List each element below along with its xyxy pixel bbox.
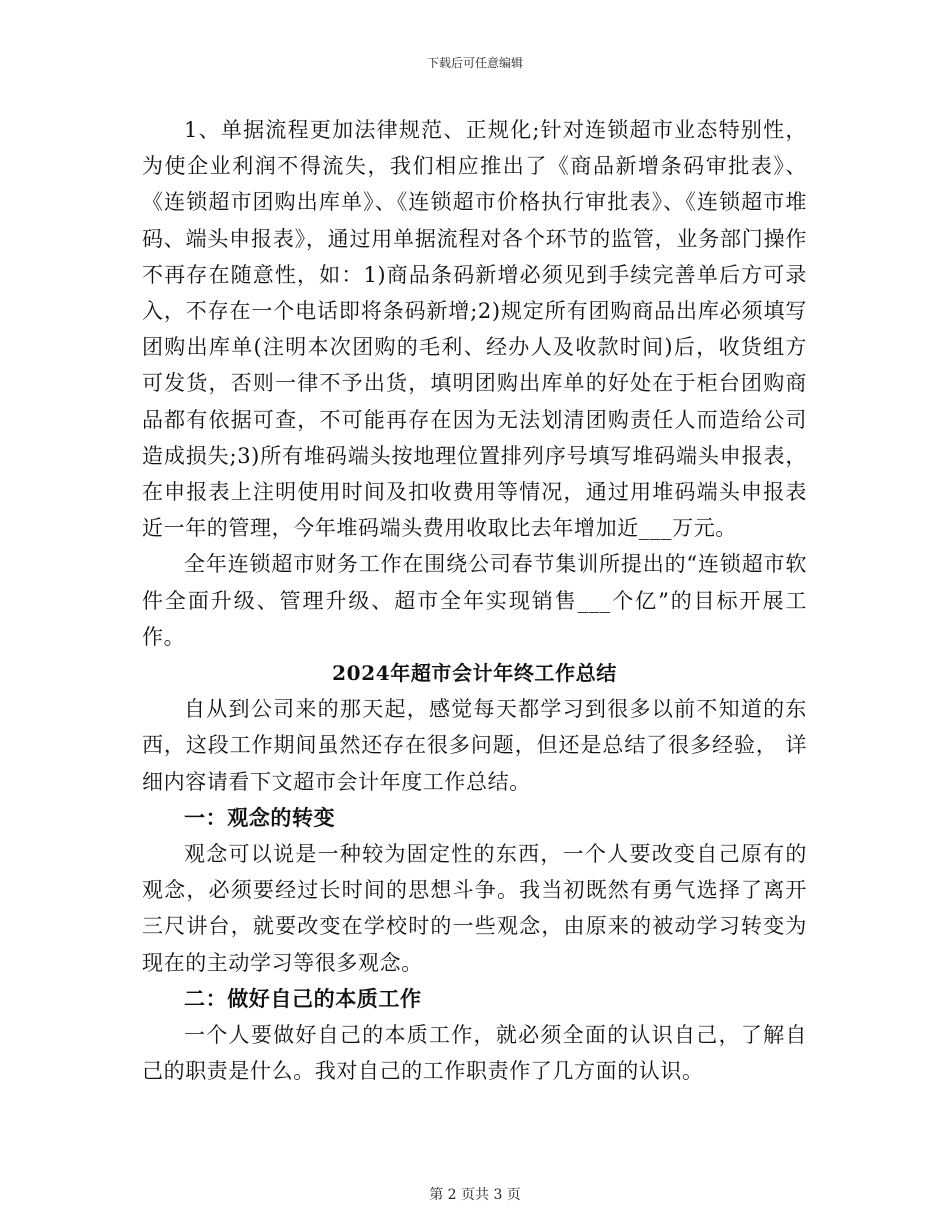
page-footer: 第 2 页共 3 页 (429, 1187, 521, 1203)
paragraph-mindset: 观念可以说是一种较为固定性的东西，一个人要改变自己原有的观念，必须要经过长时间的思想斗争。我当初既然有勇气选择了离开三尺讲台，就要改变在学校时的一些观念，由原来的被动学习转变为现在的主动学习等很多观念。 (142, 842, 807, 975)
document-body (142, 112, 807, 1089)
paragraph-receipt-process: 1、单据流程更加法律规范、正规化;针对连锁超市业态特别性，为使企业利润不得流失，我们相应推出了《商品新增条码审批表》、《连锁超市团购出库单》、《连锁超市价格执行审批表》、《连锁超市堆码、端头申报表》，通过用单据流程对各个环节的监管，业务部门操作不再存在随意性，如：1)商品条码新增必须见到手续完善单后方可录入，不存在一个电话即将条码新增;2)规定所有团购商品出库必须填写团购出库单(注明本次团购的毛利、经办人及收款时间)后，收货组方可发货，否则一律不予出货，填明团购出库单的好处在于柜台团购商品都有依据可查，不可能再存在因为无法划清团购责任人而造给公司造成损失;3)所有堆码端头按地理位置排列序号填写堆码端头申报表，在申报表上注明使用时间及扣收费用等情况，通过用堆码端头申报表近一年的管理，今年堆码端头费用收取比去年增加近___万元。 (142, 118, 807, 541)
section-title: 2024年超市会计年终工作总结 (332, 661, 617, 686)
subheading-core-work: 二：做好自己的本质工作 (184, 985, 422, 1011)
paragraph-annual-goal: 全年连锁超市财务工作在围绕公司春节集训所提出的“连锁超市软件全面升级、管理升级、超市全年实现销售___个亿”的目标开展工作。 (142, 552, 807, 649)
page-header: 下载后可任意编辑 (426, 56, 523, 70)
subheading-mindset-change: 一：观念的转变 (184, 804, 336, 830)
paragraph-core-work: 一个人要做好自己的本质工作，就必须全面的认识自己，了解自己的职责是什么。我对自己的工作职责作了几方面的认识。 (142, 1023, 807, 1084)
paragraph-intro: 自从到公司来的那天起，感觉每天都学习到很多以前不知道的东西，这段工作期间虽然还存在很多问题，但还是总结了很多经验， 详细内容请看下文超市会计年度工作总结。 (142, 697, 807, 794)
